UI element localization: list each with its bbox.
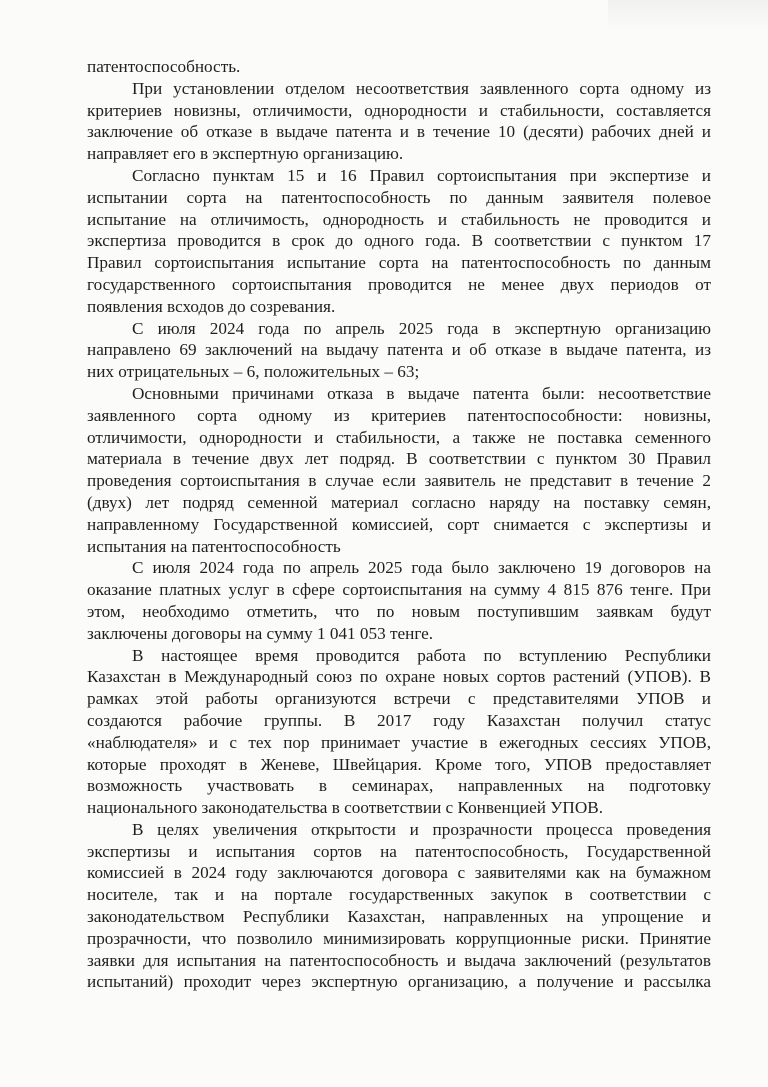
text-line: экспертизы и испытания сортов на патентоспособность, Государственной [87,841,711,861]
text-line: материала в течение двух лет подряд. В соответствии с пунктом 30 Правил [87,449,711,469]
text-line: В целях увеличения открытости и прозрачности процесса проведения [132,819,711,839]
text-line: национального законодательства в соответствии с Конвенцией УПОВ. [87,798,604,818]
text-line: Основными причинами отказа в выдаче патента были: несоответствие [132,383,711,403]
text-line: государственного сортоиспытания проводится не менее двух периодов от [87,274,711,294]
text-line: законодательством Республики Казахстан, направленных на упрощение и [87,907,711,927]
text-line: В настоящее время проводится работа по вступлению Республики [132,645,711,665]
document-body-text [87,56,711,993]
text-line: (двух) лет подряд семенной материал согласно наряду на поставку семян, [87,492,711,512]
text-line: критериев новизны, отличимости, однородности и стабильности, составляется [87,100,711,120]
text-line: которые проходят в Женеве, Швейцария. Кроме того, УПОВ предоставляет [87,754,711,774]
text-line: рамках этой работы организуются встречи с представителями УПОВ и [87,689,711,709]
text-line: испытании сорта на патентоспособность по данным заявителя полевое [87,187,711,207]
text-line: проведения сортоиспытания в случае если заявитель не представит в течение 2 [87,471,711,491]
text-line: заявки для испытания на патентоспособность и выдача заключений (результатов [87,950,711,970]
text-line: экспертиза проводится в срок до одного года. В соответствии с пунктом 17 [87,231,711,251]
text-line: возможность участвовать в семинарах, направленных на подготовку [87,776,711,796]
text-line: «наблюдателя» и с тех пор принимает участие в ежегодных сессиях УПОВ, [87,732,711,752]
text-line: При установлении отделом несоответствия заявленного сорта одному из [132,78,711,98]
text-line: создаются рабочие группы. В 2017 году Казахстан получил статус [87,710,711,730]
text-line: отличимости, однородности и стабильности, а также не поставка семенного [87,427,711,447]
text-line: них отрицательных – 6, положительных – 63; [87,362,420,382]
text-line: прозрачности, что позволило минимизировать коррупционные риски. Принятие [87,928,711,948]
text-line: этом, необходимо отметить, что по новым поступившим заявкам будут [87,601,711,621]
scan-edge-shade [608,0,768,30]
text-line: комиссией в 2024 году заключаются договора с заявителями как на бумажном [87,863,711,883]
text-line: заключены договоры на сумму 1 041 053 тенге. [87,623,434,643]
text-line: направляет его в экспертную организацию. [87,144,404,164]
text-line: заключение об отказе в выдаче патента и в течение 10 (десяти) рабочих дней и [87,122,711,142]
text-line: оказание платных услуг в сфере сортоиспытания на сумму 4 815 876 тенге. При [87,580,711,600]
text-line: заявленного сорта одному из критериев патентоспособности: новизны, [87,405,711,425]
text-line: Правил сортоиспытания испытание сорта на патентоспособность по данным [87,253,711,273]
text-line: С июля 2024 года по апрель 2025 года в экспертную организацию [132,318,711,338]
text-line: направлено 69 заключений на выдачу патента и об отказе в выдаче патента, из [87,340,711,360]
text-line: испытание на отличимость, однородность и стабильность не проводится и [87,209,711,229]
text-line: носителе, так и на портале государственных закупок в соответствии с [87,885,711,905]
text-line: направленному Государственной комиссией, сорт снимается с экспертизы и [87,514,711,534]
text-line: С июля 2024 года по апрель 2025 года было заключено 19 договоров на [132,558,711,578]
text-line: патентоспособность. [87,57,241,76]
text-line: Согласно пунктам 15 и 16 Правил сортоиспытания при экспертизе и [132,165,711,185]
text-line: испытания на патентоспособность [87,536,341,556]
text-line: появления всходов до созревания. [87,296,336,316]
text-line: Казахстан в Международный союз по охране новых сортов растений (УПОВ). В [87,667,711,687]
text-line: испытаний) проходит через экспертную организацию, а получение и рассылка [87,972,711,992]
